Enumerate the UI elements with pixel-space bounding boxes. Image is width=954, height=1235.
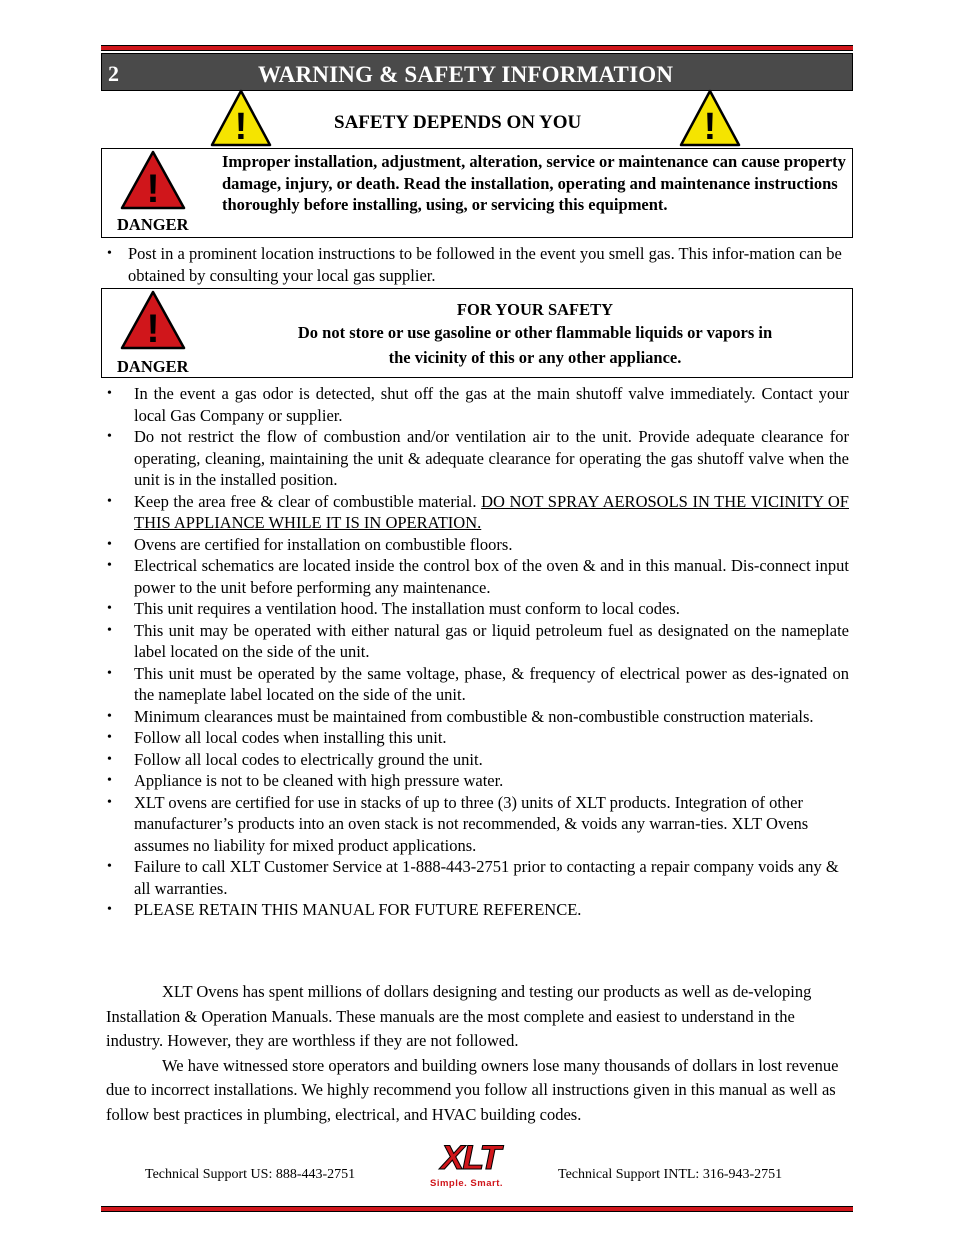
danger-text: Improper installation, adjustment, alteration, service or maintenance can cause property damage, injury, or death. Read the installation, operating and maintenance instructions thoroughly before installing, using, or servicing this equipment. [222, 152, 846, 214]
top-red-rule [101, 45, 853, 51]
danger-text: FOR YOUR SAFETY Do not store or use gasoline or other flammable liquids or vapors in the vicinity of this or any other appliance. [222, 299, 848, 370]
bottom-red-rule [101, 1206, 853, 1212]
list-item: • This unit requires a ventilation hood. The installation must conform to local codes. [107, 598, 849, 620]
tech-support-intl: Technical Support INTL: 316-943-2751 [558, 1167, 783, 1182]
paragraph: XLT Ovens has spent millions of dollars designing and testing our products as well as de-veloping Installation & Operation Manuals. These manuals are the most complete and easiest to understand in the industry. However, they are worthless if they are not followed. [106, 982, 812, 1050]
danger-triangle-icon [120, 150, 186, 210]
safety-heading: FOR YOUR SAFETY [456, 300, 614, 319]
section-header [101, 53, 853, 91]
danger-box-installation [101, 148, 853, 238]
gas-bullet-list [107, 243, 842, 286]
svg-text:!: ! [146, 307, 160, 350]
list-item: • This unit must be operated by the same voltage, phase, & frequency of electrical power as des-ignated on the nameplate label located on the side of the unit. [107, 663, 849, 706]
warning-triangle-icon [210, 89, 272, 147]
safety-subtitle: SAFETY DEPENDS ON YOU [334, 112, 582, 133]
svg-text:!: ! [234, 106, 248, 147]
list-item: • Ovens are certified for installation on combustible floors. [107, 534, 849, 556]
list-item: • Post in a prominent location instructions to be followed in the event you smell gas. This infor-mation can be obtained by consulting your local gas supplier. [107, 243, 842, 286]
list-item: • Failure to call XLT Customer Service at 1-888-443-2751 prior to contacting a repair company voids any & all warranties. [107, 856, 849, 899]
aerosol-warning: DO NOT SPRAY AEROSOLS IN THE VICINITY OF THIS APPLIANCE WHILE IT IS IN OPERATION. [134, 491, 849, 532]
list-item: • PLEASE RETAIN THIS MANUAL FOR FUTURE REFERENCE. [107, 899, 849, 921]
page-number: 2 [108, 61, 119, 86]
closing-paragraphs [106, 980, 850, 1127]
section-title: WARNING & SAFETY INFORMATION [258, 62, 674, 87]
logo-wordmark: XLT [440, 1139, 500, 1177]
list-item: • Keep the area free & clear of combustible material. DO NOT SPRAY AEROSOLS IN THE VICINITY OF THIS APPLIANCE WHILE IT IS IN OPERATION. [107, 491, 849, 534]
list-item: • Minimum clearances must be maintained from combustible & non-combustible construction materials. [107, 706, 849, 728]
danger-triangle-icon [120, 290, 186, 350]
list-item: • Appliance is not to be cleaned with high pressure water. [107, 770, 849, 792]
svg-text:!: ! [703, 106, 717, 147]
xlt-logo [428, 1139, 526, 1191]
list-item: • Electrical schematics are located inside the control box of the oven & and in this manual. Dis-connect input power to the unit before performing any maintenance. [107, 555, 849, 598]
list-item: • XLT ovens are certified for use in stacks of up to three (3) units of XLT products. Integration of other manufacturer’s products into an oven stack is not recommended, & voids any warran-ties. XLT Ovens assumes no liability for mixed product applications. [107, 792, 849, 857]
svg-text:!: ! [146, 167, 160, 210]
danger-label: DANGER [117, 357, 189, 376]
tech-support-us: Technical Support US: 888-443-2751 [145, 1167, 356, 1182]
paragraph: We have witnessed store operators and building owners lose many thousands of dollars in lost revenue due to incorrect installations. We highly recommend you follow all instructions given in this manual as well as follow best practices in plumbing, electrical, and HVAC building codes. [106, 1055, 839, 1124]
warning-triangle-icon [679, 89, 741, 147]
list-item: • In the event a gas odor is detected, shut off the gas at the main shutoff valve immediately. Contact your local Gas Company or supplier. [107, 383, 849, 426]
danger-label: DANGER [117, 215, 189, 234]
list-item: • Follow all local codes to electrically ground the unit. [107, 749, 849, 771]
list-item: • Do not restrict the flow of combustion and/or ventilation air to the unit. Provide adequate clearance for operating, cleaning, maintaining the unit & adequate clearance for operating the gas shutoff valve when the unit is in the installed position. [107, 426, 849, 491]
list-item: • This unit may be operated with either natural gas or liquid petroleum fuel as designated on the nameplate label located on the side of the unit. [107, 620, 849, 663]
logo-tagline: Simple. Smart. [430, 1178, 503, 1189]
list-item: • Follow all local codes when installing this unit. [107, 727, 849, 749]
danger-box-flammable [101, 288, 853, 378]
safety-bullet-list [107, 383, 849, 921]
